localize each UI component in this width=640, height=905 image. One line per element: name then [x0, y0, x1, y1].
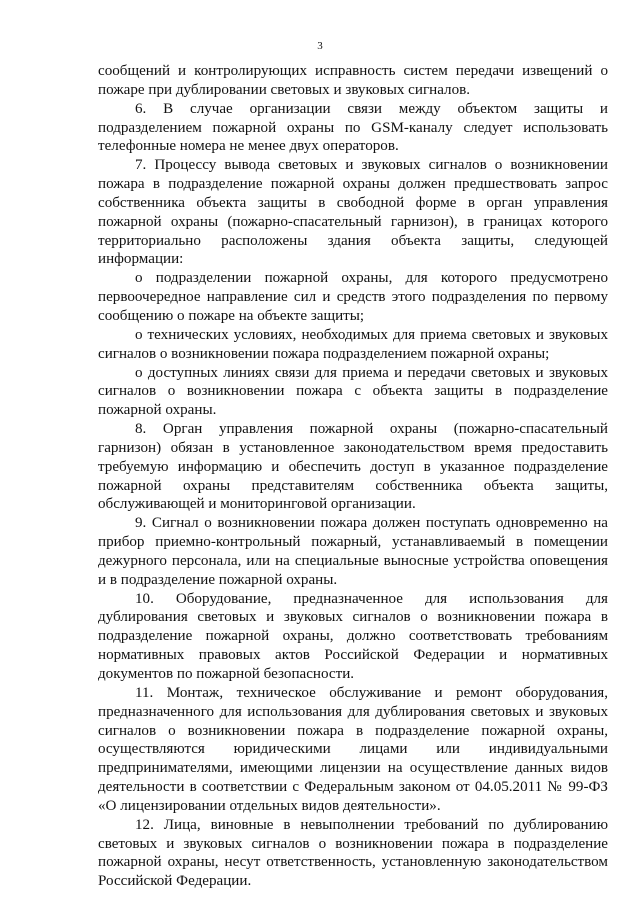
page-number: 3 [317, 40, 323, 52]
paragraph-continuation: сообщений и контролирующих исправность систем передачи извещений о пожаре при дублировании световых и звуковых сигналов. [98, 63, 608, 98]
paragraph-10: 10. Оборудование, предназначенное для использования для дублирования световых и звуковых сигналов о возникновении пожара в подразделение пожарной охраны, должно соответствовать требованиям нормативных правовых актов Российской Федерации и нормативных документов по пожарной безопасности. [98, 590, 608, 682]
paragraph-7-item-1: о подразделении пожарной охраны, для которого предусмотрено первоочередное направление сил и средств этого подразделения по первому сообщению о пожаре на объекте защиты; [98, 270, 608, 324]
paragraph-9: 9. Сигнал о возникновении пожара должен поступать одновременно на прибор приемно-контрольный пожарный, устанавливаемый в помещении дежурного персонала, или на специальные выносные устройства оповещения и в подразделение пожарной охраны. [98, 515, 608, 588]
paragraph-12: 12. Лица, виновные в невыполнении требований по дублированию световых и звуковых сигналов о возникновении пожара в подразделение пожарной охраны, несут ответственность, установленную законодательством Российской Федерации. [98, 816, 608, 890]
paragraph-7-item-3: о доступных линиях связи для приема и передачи световых и звуковых сигналов о возникновении пожара с объекта защиты в подразделение пожарной охраны. [98, 364, 608, 419]
paragraph-7: 7. Процессу вывода световых и звуковых сигналов о возникновении пожара в подразделение пожарной охраны должен предшествовать запрос собственника объекта защиты в свободной форме в орган управления пожарной охраны (пожарно-спасательный гарнизон), в границах которого территориально расположены здания объекта защиты, следующей информации: [98, 157, 608, 268]
paragraph-8: 8. Орган управления пожарной охраны (пожарно-спасательный гарнизон) обязан в установленное законодательством время предоставить требуемую информацию и обеспечить доступ в указанное подразделение пожарной охраны представителям собственника объекта защиты, обслуживающей и мониторинговой организации. [98, 421, 608, 513]
paragraph-11: 11. Монтаж, техническое обслуживание и ремонт оборудования, предназначенного для использования для дублирования световых и звуковых сигналов о возникновении пожара в подразделение пожарной охраны, осуществляются юридическими лицами или индивидуальными предпринимателями, имеющими лицензии на осуществление данных видов деятельности в соответствии с Федеральным законом от 04.05.2011 № 99-ФЗ «О лицензировании отдельных видов деятельности». [98, 684, 608, 814]
paragraph-7-item-2: о технических условиях, необходимых для приема световых и звуковых сигналов о возникновении пожара подразделением пожарной охраны; [98, 326, 608, 362]
paragraph-6: 6. В случае организации связи между объектом защиты и подразделением пожарной охраны по GSM-каналу следует использовать телефонные номера не менее двух операторов. [98, 100, 608, 155]
document-body [98, 62, 608, 891]
